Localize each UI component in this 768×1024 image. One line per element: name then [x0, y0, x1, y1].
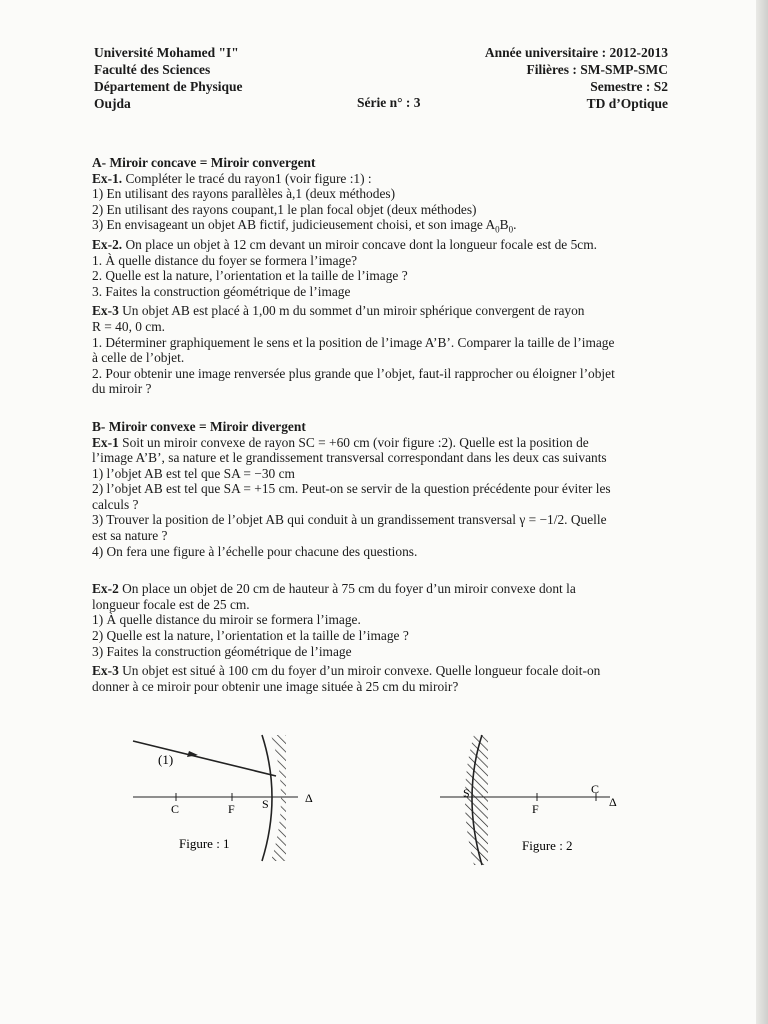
- mirror-hatching: [271, 735, 286, 861]
- b-ex1-label: Ex-1: [92, 434, 119, 450]
- a-ex3-intro-line: R = 40, 0 cm.: [92, 318, 166, 334]
- point-f-label: F: [228, 802, 235, 816]
- a-ex3-item: 2. Pour obtenir une image renversée plus grande que l’objet, faut-il rapprocher ou éloigner l’objet: [92, 365, 615, 381]
- point-c-label: C: [591, 782, 600, 796]
- a-ex3-item: 1. Déterminer graphiquement le sens et la position de l’image A’B’. Comparer la taille de l’image: [92, 334, 615, 350]
- series-number: Série n° : 3: [357, 95, 421, 110]
- department-name: Département de Physique: [94, 79, 243, 94]
- point-s-label: S: [463, 786, 470, 800]
- a-ex3-item: à celle de l’objet.: [92, 350, 185, 366]
- figure-2-caption: Figure : 2: [522, 838, 573, 853]
- b-ex1-intro: Soit un miroir convexe de rayon SC = +60 cm (voir figure :2). Quelle est la position de: [118, 434, 589, 450]
- a-ex2-item: 3. Faites la construction géométrique de l’image: [92, 283, 351, 299]
- b-ex1-line: l’image A’B’, sa nature et le grandissement transversal correspondant dans les deux cas suivants: [92, 450, 607, 466]
- university-name: Université Mohamed "I": [94, 45, 239, 60]
- semester: Semestre : S2: [590, 79, 668, 94]
- a-ex2-label: Ex-2.: [92, 236, 123, 252]
- a-ex1-item: 2) En utilisant des rayons coupant,1 le plan focal objet (deux méthodes): [92, 201, 477, 217]
- figure-2: [440, 735, 617, 865]
- a-ex1-item-text: .: [513, 217, 517, 233]
- figure-1: [133, 735, 313, 861]
- ray-label: (1): [158, 752, 174, 767]
- b-ex1-line: 4) On fera une figure à l’échelle pour chacune des questions.: [92, 543, 418, 559]
- axis-label: Δ: [305, 791, 313, 805]
- figure-1-caption: Figure : 1: [179, 836, 230, 851]
- point-s-label: S: [262, 797, 269, 811]
- section-a-title: A- Miroir concave = Miroir convergent: [92, 155, 316, 170]
- academic-year: Année universitaire : 2012-2013: [484, 45, 668, 60]
- a-ex1-label: Ex-1.: [92, 170, 123, 186]
- b-ex1-line: calculs ?: [92, 496, 139, 512]
- subscript: 0: [495, 225, 500, 236]
- programs: Filières : SM-SMP-SMC: [526, 62, 668, 77]
- a-ex1-intro: Compléter le tracé du rayon1 (voir figure :1) :: [122, 170, 372, 186]
- mirror-hatching: [465, 735, 488, 865]
- point-f-label: F: [532, 802, 539, 816]
- a-ex1-item-text: B: [499, 217, 509, 233]
- a-ex3-item: du miroir ?: [92, 381, 152, 397]
- b-ex2-line: longueur focale est de 25 cm.: [92, 596, 250, 612]
- b-ex3-intro: Un objet est situé à 100 cm du foyer d’un miroir convexe. Quelle longueur focale doit-on: [118, 663, 601, 679]
- b-ex2-label: Ex-2: [92, 581, 119, 597]
- b-ex2-intro: On place un objet de 20 cm de hauteur à 75 cm du foyer d’un miroir convexe dont la: [118, 581, 576, 597]
- a-ex1-item: 1) En utilisant des rayons parallèles à,1 (deux méthodes): [92, 186, 396, 202]
- b-ex1-line: 2) l’objet AB est tel que SA = +15 cm. Peut-on se servir de la question précédente pour éviter les: [92, 481, 611, 497]
- b-ex1-line: 3) Trouver la position de l’objet AB qui conduit à un grandissement transversal γ = −1/2. Quelle: [92, 512, 607, 528]
- incident-ray: [133, 741, 276, 776]
- b-ex1-line: 1) l’objet AB est tel que SA = −30 cm: [92, 465, 295, 481]
- faculty-name: Faculté des Sciences: [94, 62, 211, 77]
- a-ex2-intro: On place un objet à 12 cm devant un miroir concave dont la longueur focale est de 5cm.: [122, 236, 597, 252]
- section-b-title: B- Miroir convexe = Miroir divergent: [92, 418, 306, 434]
- a-ex1-item-text: 3) En envisageant un objet AB fictif, judicieusement choisi, et son image A: [92, 217, 496, 233]
- b-ex2-line: 2) Quelle est la nature, l’orientation et la taille de l’image ?: [92, 628, 409, 644]
- axis-label: Δ: [609, 795, 617, 809]
- b-ex3-line: donner à ce miroir pour obtenir une image située à 25 cm du miroir?: [92, 678, 459, 694]
- b-ex2-line: 3) Faites la construction géométrique de l’image: [92, 643, 352, 659]
- b-ex1-line: est sa nature ?: [92, 528, 168, 544]
- point-c-label: C: [171, 802, 180, 816]
- a-ex2-item: 1. À quelle distance du foyer se formera l’image?: [92, 252, 358, 268]
- subscript: 0: [508, 225, 514, 236]
- a-ex2-item: 2. Quelle est la nature, l’orientation et la taille de l’image ?: [92, 268, 408, 284]
- b-ex3-label: Ex-3: [92, 663, 119, 679]
- course-title: TD d’Optique: [586, 96, 668, 111]
- a-ex3-intro: Un objet AB est placé à 1,00 m du sommet d’un miroir sphérique convergent de rayon: [118, 303, 585, 319]
- b-ex2-line: 1) À quelle distance du miroir se formera l’image.: [92, 612, 361, 628]
- city-name: Oujda: [94, 96, 131, 111]
- a-ex3-label: Ex-3: [92, 303, 119, 319]
